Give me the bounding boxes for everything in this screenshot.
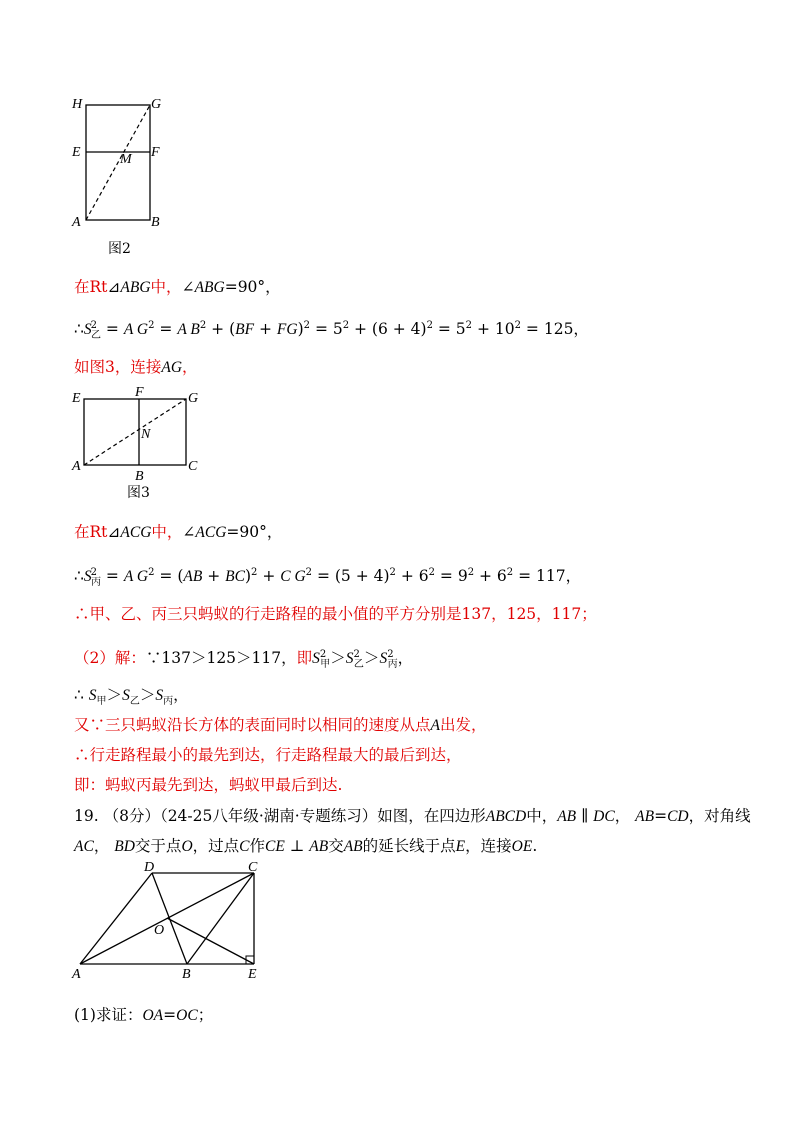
label-G: G xyxy=(188,391,199,406)
solution-line-6: ∴甲、乙、丙三只蚂蚁的行走路程的最小值的平方分别是137，125，117； xyxy=(74,605,597,623)
label-A: A xyxy=(72,459,81,474)
label-B: B xyxy=(182,967,191,980)
figure-3-caption: 图3 xyxy=(127,485,150,501)
label-G: G xyxy=(151,97,162,112)
label-N: N xyxy=(141,427,151,442)
label-F: F xyxy=(135,385,144,400)
solution-line-2: $\therefore S^2_乙 = A$ $G^2 = A$ $B^2 + (BF + FG)^2 = 5^2 + (6 + 4)^2 = 5^2 + 10^2 = 125$， xyxy=(74,320,589,342)
figure-2 xyxy=(60,92,180,252)
label-A: A xyxy=(72,967,81,980)
figure-q19 xyxy=(66,860,276,980)
label-E: E xyxy=(72,145,81,160)
figure-2-caption: 图2 xyxy=(108,241,131,257)
label-C: C xyxy=(248,860,258,875)
solution-line-4: 在Rt⊿ACG中，∠ACG=90°， xyxy=(74,523,283,541)
solution-line-7: （2）解：∵137＞125＞117，即$S^2_甲>S^2_乙>S^2_丙$， xyxy=(74,649,414,671)
question-19-line-2: AC， BD交于点O，过点C作CE ⊥ AB交AB的延长线于点E，连接OE. xyxy=(74,837,538,855)
solution-line-10: ∴行走路程最小的最先到达，行走路程最大的最后到达， xyxy=(74,746,462,764)
label-H: H xyxy=(72,97,83,112)
solution-line-5: $\therefore S^2_丙 = A$ $G^2 = (AB + BC)^2 + C$ $G^2 = (5 + 4)^2 + 6^2 = 9^2 + 6^2 = 117$， xyxy=(74,567,582,589)
solution-line-1: 在Rt⊿ABG中，∠ABG=90°， xyxy=(74,278,281,296)
solution-line-9: 又∵三只蚂蚁沿长方体的表面同时以相同的速度从点A出发， xyxy=(74,716,487,734)
label-E: E xyxy=(72,391,81,406)
question-19-part-1: (1)求证：OA=OC； xyxy=(74,1006,214,1024)
label-O: O xyxy=(154,923,165,938)
label-F: F xyxy=(151,145,160,160)
label-C: C xyxy=(188,459,198,474)
label-E: E xyxy=(248,967,257,980)
solution-line-8: ∴ $S_甲>S_乙>S_丙$， xyxy=(74,686,189,708)
solution-line-11: 即：蚂蚁丙最先到达，蚂蚁甲最后到达. xyxy=(74,776,343,794)
label-A: A xyxy=(72,215,81,230)
figure-3 xyxy=(60,384,220,484)
label-M: M xyxy=(120,152,132,167)
label-D: D xyxy=(144,860,155,875)
question-19-line-1: 19. （8分）（24-25八年级·湖南·专题练习）如图，在四边形ABCD中，AB ∥ DC， AB=CD，对角线 xyxy=(74,807,751,825)
label-B: B xyxy=(151,215,160,230)
label-B: B xyxy=(135,469,144,484)
solution-line-3: 如图3，连接AG， xyxy=(74,358,198,376)
